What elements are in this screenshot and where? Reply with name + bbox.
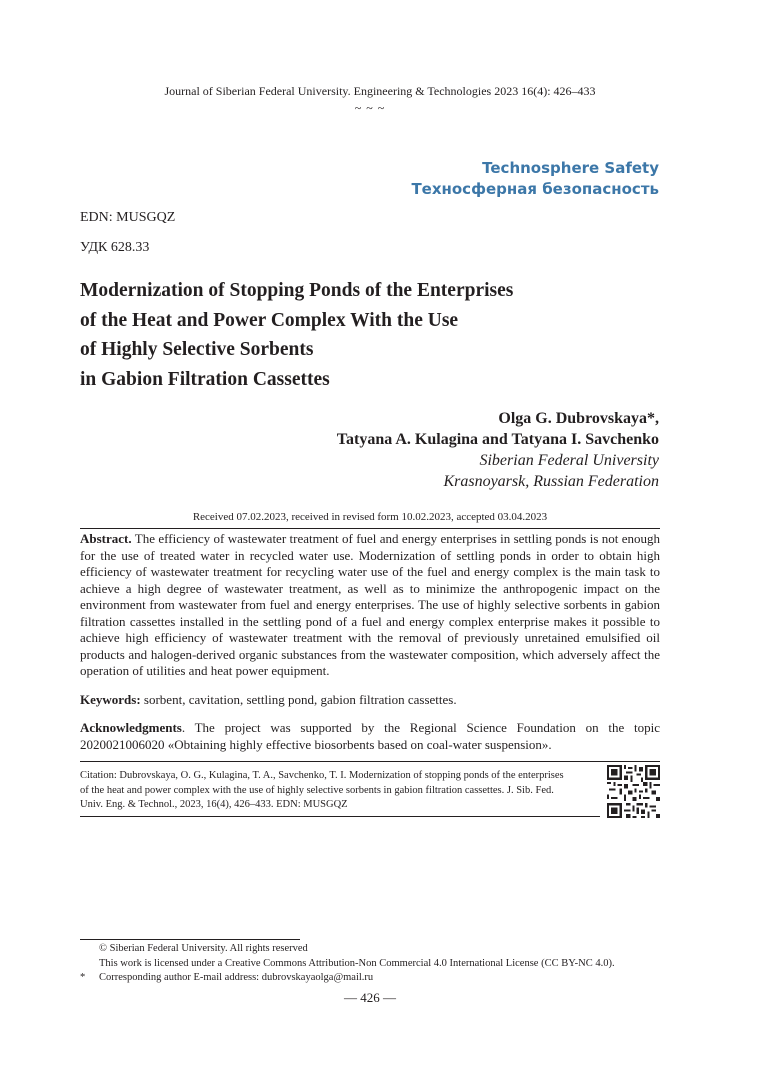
citation-line: Univ. Eng. & Technol., 2023, 16(4), 426–433. EDN: MUSGQZ [80, 799, 348, 810]
header-separator: ~ ~ ~ [354, 101, 386, 115]
author-line: Tatyana A. Kulagina and Tatyana I. Savchenko [336, 431, 659, 448]
keywords-text: sorbent, cavitation, settling pond, gabion filtration cassettes. [143, 692, 457, 707]
author-line: Olga G. Dubrovskaya*, [498, 410, 659, 427]
affiliation: Siberian Federal University [479, 452, 659, 469]
title-line: in Gabion Filtration Cassettes [80, 368, 330, 390]
title-line: of the Heat and Power Complex With the Use [80, 309, 459, 331]
section-title-en: Technosphere Safety [482, 159, 659, 177]
citation-line: of the heat and power complex with the use of highly selective sorbents in gabion filtration cassettes. J. Sib. Fed. [80, 784, 554, 796]
acknowledgments [80, 720, 660, 753]
qr-code-icon [607, 765, 660, 818]
location: Krasnoyarsk, Russian Federation [443, 473, 659, 490]
citation-line: Citation: Dubrovskaya, O. G., Kulagina, T. A., Savchenko, T. I. Modernization of stopping ponds of the enterprises [80, 770, 564, 781]
acknowledgments-text: . The project was supported by the Regional Science Foundation on the topic 2020021006020 «Obtaining highly effective biosorbents based on coal-water suspension». [80, 720, 660, 752]
footnote-divider [80, 939, 300, 940]
keywords [80, 692, 660, 709]
section-title-ru: Техносферная безопасность [411, 180, 659, 198]
citation-block [80, 769, 600, 813]
abstract-text: The efficiency of wastewater treatment of fuel and energy enterprises in settling ponds is not enough for the use of treated water in recycled water use. Modernization of settling ponds in order to obtain high efficiency of wastewater treatment for recycling water use of the fuel and energy complex is the main task to achieve a high degree of wastewater treatment, as well as to minimize the anthropogenic impact on the environment from wastewater from fuel and energy enterprises. The use of highly selective sorbents in gabion filtration cassettes installed in the settling pond of a fuel and energy complex enterprise makes it possible to achieve high efficiency of wastewater treatment with the removal of previously unretained emulsified oil products and halogen-derived organic substances from the wastewater composition, which adversely affect the operation of utilities and heat power equipment. [80, 531, 661, 678]
abstract-label: Abstract. [80, 531, 132, 546]
authors-block [337, 408, 659, 492]
corresponding-author: Corresponding author E-mail address: dubrovskayaolga@mail.ru [99, 972, 374, 983]
copyright-note: © Siberian Federal University. All rights reserved [99, 943, 308, 954]
title-line: of Highly Selective Sorbents [80, 339, 314, 360]
acknowledgments-label: Acknowledgments [80, 720, 182, 735]
page-number: — 426 — [344, 990, 396, 1005]
divider [80, 816, 600, 817]
paper-title [80, 276, 600, 394]
journal-citation-header: Journal of Siberian Federal University. Engineering & Technologies 2023 16(4): 426–433 [164, 84, 596, 98]
title-line: Modernization of Stopping Ponds of the Enterprises [80, 280, 514, 301]
footnote-mark: * [80, 972, 86, 983]
abstract [80, 531, 660, 680]
received-dates: Received 07.02.2023, received in revised form 10.02.2023, accepted 03.04.2023 [192, 511, 548, 523]
keywords-label: Keywords: [80, 692, 141, 707]
divider [80, 528, 660, 529]
edn-code: EDN: MUSGQZ [80, 210, 176, 225]
udk-code: УДК 628.33 [80, 240, 150, 255]
divider [80, 761, 660, 762]
license-note: This work is licensed under a Creative Commons Attribution-Non Commercial 4.0 International License (CC BY-NC 4.0). [99, 957, 615, 969]
